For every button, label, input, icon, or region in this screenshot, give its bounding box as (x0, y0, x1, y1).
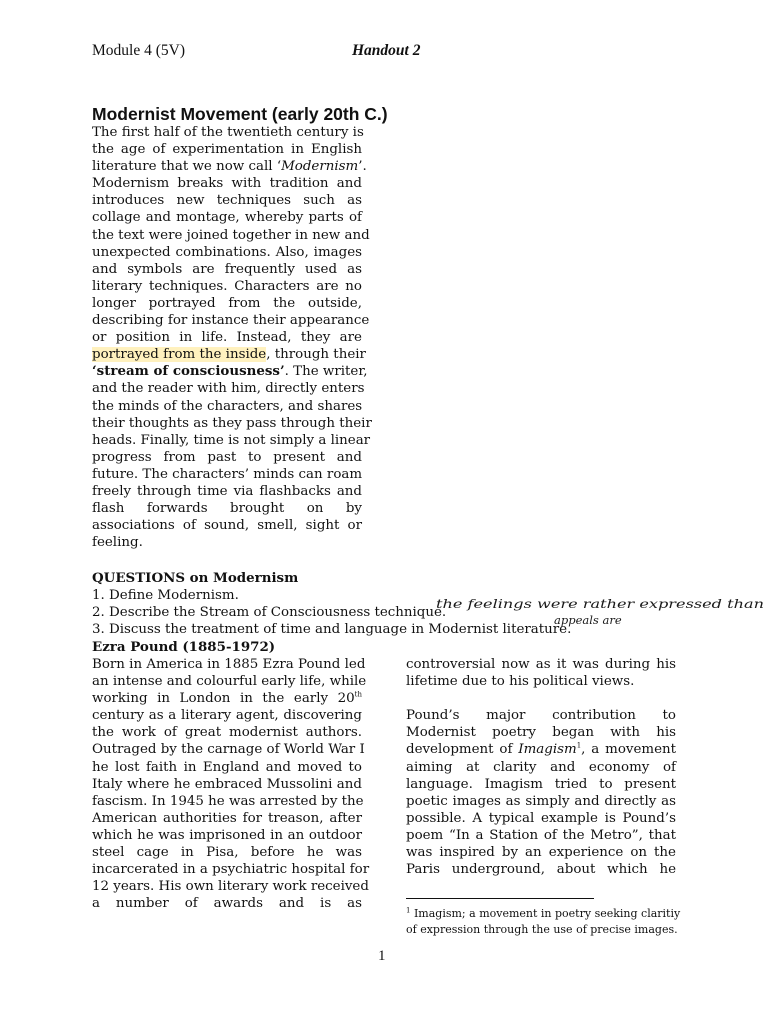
text-line: The first half of the twentieth century is (92, 125, 364, 140)
text-line: introduces new techniques such as (92, 193, 362, 209)
text-line: was inspired by an experience on the (406, 845, 676, 861)
text-line: and the reader with him, directly enters (92, 381, 365, 397)
question-item: 3. Discuss the treatment of time and language in Modernist literature. (92, 622, 572, 637)
text-span: , through their (266, 347, 366, 363)
text-line: Born in America in 1885 Ezra Pound led (92, 657, 366, 672)
pound-column-right (406, 656, 676, 878)
text-line: the minds of the characters, and shares (92, 398, 363, 414)
text-line (92, 690, 362, 707)
question-item: 2. Describe the Stream of Consciousness technique. (92, 605, 447, 620)
text-line: the text were joined together in new and (92, 227, 370, 243)
question-item: 1. Define Modernism. (92, 588, 239, 603)
text-line: an intense and colourful early life, while (92, 674, 367, 690)
highlighted-text: portrayed from the inside (92, 347, 267, 363)
text-line: Outraged by the carnage of World War I (92, 742, 365, 758)
text-span: ’. (358, 159, 367, 175)
text-line: and symbols are frequently used as (92, 261, 362, 277)
footnote-number: 1 (406, 906, 411, 915)
header-module: Module 4 (5V) (92, 42, 185, 59)
emphasis-modernism: Modernism (281, 159, 359, 175)
handwritten-line-2: appeals are (554, 613, 622, 627)
text-line: Italy where he embraced Mussolini and (92, 776, 362, 792)
text-line: literary techniques. Characters are no (92, 278, 362, 294)
text-span: working in London in the early 20 (92, 691, 355, 707)
text-line: or position in life. Instead, they are (92, 330, 362, 346)
footnote (406, 906, 686, 938)
text-line: Paris underground, about which he (406, 862, 676, 878)
text-line: flash forwards brought on by (92, 501, 362, 517)
text-line: Pound’s major contribution to (406, 708, 676, 724)
text-line: their thoughts as they pass through their (92, 415, 372, 431)
header-handout: Handout 2 (352, 42, 421, 59)
text-line: future. The characters’ minds can roam (92, 466, 363, 482)
text-line: 12 years. His own literary work received (92, 879, 369, 895)
text-line: freely through time via flashbacks and (92, 483, 362, 499)
text-line: feeling. (92, 535, 143, 551)
text-line: heads. Finally, time is not simply a linear (92, 432, 371, 448)
text-line: American authorities for treason, after (92, 810, 362, 826)
text-line: steel cage in Pisa, before he was (92, 845, 362, 861)
text-line: incarcerated in a psychiatric hospital for (92, 862, 370, 878)
text-line: which he was imprisoned in an outdoor (92, 827, 362, 843)
text-line (92, 346, 366, 363)
text-line: possible. A typical example is Pound’s (406, 810, 676, 826)
text-line: fascism. In 1945 he was arrested by the (92, 793, 364, 809)
handwritten-line-1: the feelings were rather expressed than (436, 596, 764, 611)
footnote-marker: 1 (576, 742, 582, 750)
text-span: literature that we now call ‘ (92, 159, 282, 175)
text-span: development of (406, 742, 519, 758)
text-line (92, 363, 368, 380)
text-line: century as a literary agent, discovering (92, 708, 362, 724)
text-line: progress from past to present and (92, 449, 362, 465)
bold-stream-of-consciousness: ‘stream of consciousness’ (92, 363, 285, 380)
text-line: Modernism breaks with tradition and (92, 176, 362, 192)
footnote-line (406, 906, 686, 922)
text-span: , a movement (581, 742, 676, 758)
handwritten-annotation (436, 594, 766, 634)
footnote-line: of expression through the use of precise images. (406, 923, 678, 936)
text-line: the work of great modernist authors. (92, 725, 362, 741)
text-line: controversial now as it was during his (406, 657, 676, 672)
pound-column-left (92, 656, 370, 912)
page-title: Modernist Movement (early 20th C.) (92, 104, 388, 124)
text-line (406, 741, 676, 758)
page-number: 1 (378, 948, 386, 964)
text-line: unexpected combinations. Also, images (92, 244, 362, 260)
text-span: Imagism; a movement in poetry seeking claritiy (410, 907, 681, 920)
text-line: describing for instance their appearance (92, 313, 370, 329)
text-line: the age of experimentation in English (92, 142, 362, 158)
text-span: . The writer, (284, 364, 368, 380)
footnote-divider (406, 898, 594, 899)
text-line: lifetime due to his political views. (406, 674, 635, 690)
superscript: th (354, 690, 362, 699)
text-line (92, 158, 367, 175)
text-line: poem “In a Station of the Metro”, that (406, 827, 676, 843)
text-line: language. Imagism tried to present (406, 776, 676, 792)
questions-heading: QUESTIONS on Modernism (92, 570, 299, 586)
text-line: Modernist poetry began with his (406, 725, 676, 741)
emphasis-imagism: Imagism (518, 742, 577, 758)
text-line: a number of awards and is as (92, 896, 362, 912)
section-heading-ezra-pound: Ezra Pound (1885-1972) (92, 639, 276, 655)
text-line: collage and montage, whereby parts of (92, 210, 362, 226)
text-line: poetic images as simply and directly as (406, 793, 676, 809)
text-line: he lost faith in England and moved to (92, 759, 362, 775)
intro-paragraph (92, 124, 372, 551)
text-line: longer portrayed from the outside, (92, 295, 362, 311)
text-line: aiming at clarity and economy of (406, 759, 676, 775)
text-line: associations of sound, smell, sight or (92, 518, 362, 534)
